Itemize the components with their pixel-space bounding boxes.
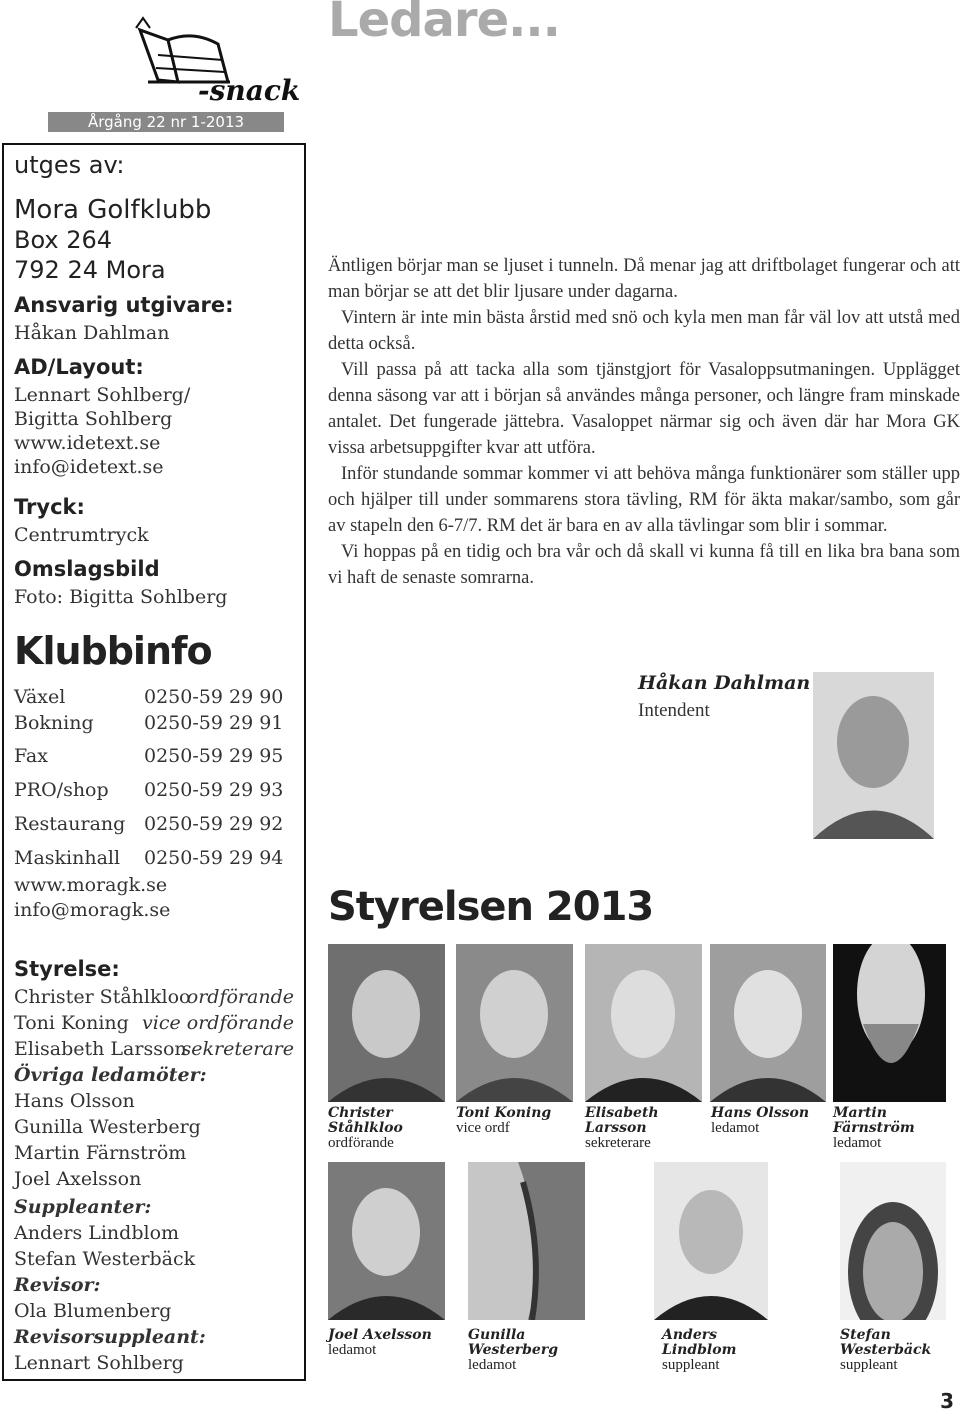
page-number: 3 <box>940 1389 954 1413</box>
board-caption-name: Hans Olsson <box>711 1105 810 1121</box>
deputy-auditor-name: Lennart Sohlberg <box>14 1352 184 1374</box>
board-member-photo <box>710 944 826 1102</box>
board-caption <box>585 1106 685 1151</box>
officer-name: Christer Ståhlkloo <box>14 986 191 1008</box>
layout-website: www.idetext.se <box>14 432 161 454</box>
auditor-label: Revisor: <box>14 1274 101 1296</box>
article-paragraph: Äntligen börjar man se ljuset i tunneln. Då menar jag att driftbolaget fungerar och att man börjar se att det blir ljusare under dagarna. <box>328 256 960 302</box>
board-caption <box>328 1106 448 1151</box>
contact-number: 0250-59 29 90 <box>144 686 284 708</box>
member-name: Joel Axelsson <box>14 1168 142 1190</box>
board-caption <box>711 1106 826 1136</box>
portrait-placeholder-icon <box>456 944 573 1102</box>
board-caption <box>468 1328 563 1373</box>
board-member-photo <box>654 1162 768 1320</box>
club-name: Mora Golfklubb <box>14 195 212 225</box>
deputy-name: Stefan Westerbäck <box>14 1248 196 1270</box>
section-title: Ledare... <box>328 0 560 48</box>
volume-issue-bar: Årgång 22 nr 1-2013 <box>48 112 284 132</box>
board-caption-role: suppleant <box>662 1357 720 1373</box>
board-caption-role: ordförande <box>328 1135 394 1151</box>
contact-number: 0250-59 29 91 <box>144 712 284 734</box>
board-member-photo <box>328 944 445 1102</box>
board-photos-title: Styrelsen 2013 <box>328 884 654 930</box>
contact-label: Maskinhall <box>14 847 121 869</box>
board-list-title: Styrelse: <box>14 957 120 981</box>
article-paragraph: Vintern är inte min bästa årstid med snö och kyla men man får väl lov att utstå med detta också. <box>328 308 960 354</box>
board-member-photo <box>456 944 573 1102</box>
member-name: Martin Färnström <box>14 1142 187 1164</box>
portrait-placeholder-icon <box>328 1162 445 1320</box>
article-paragraph: Inför stundande sommar kommer vi att behöva många funktionärer som ställer upp och hjälper till under sommarens stora tävling, RM för äkta makar/sambo, som går av stapeln den 6-7/7. RM det är bara en av alla tävlingar som blir i sommar. <box>328 464 960 536</box>
contact-label: PRO/shop <box>14 779 109 801</box>
board-caption-role: ledamot <box>711 1120 760 1136</box>
info-sidebar <box>2 143 306 1381</box>
officer-role: vice ordförande <box>142 1012 294 1034</box>
board-caption-name: Toni Koning <box>456 1105 552 1121</box>
board-caption-role: vice ordf <box>456 1120 510 1136</box>
article-paragraph: Vi hoppas på en tidig och bra vår och då skall vi kunna få till en lika bra bana som vi haft de senaste somrarna. <box>328 542 960 588</box>
layout-line: Bigitta Sohlberg <box>14 408 173 430</box>
contact-number: 0250-59 29 93 <box>144 779 284 801</box>
member-name: Hans Olsson <box>14 1090 135 1112</box>
board-caption <box>833 1106 928 1151</box>
other-members-label: Övriga ledamöter: <box>14 1064 207 1086</box>
contact-label: Växel <box>14 686 66 708</box>
responsible-label: Ansvarig utgivare: <box>14 293 234 317</box>
board-member-photo <box>833 944 946 1102</box>
board-caption-role: sekreterare <box>585 1135 651 1151</box>
author-name: Håkan Dahlman <box>638 672 811 694</box>
board-caption <box>662 1328 752 1373</box>
cover-credit: Foto: Bigitta Sohlberg <box>14 586 228 608</box>
deputies-label: Suppleanter: <box>14 1196 152 1218</box>
board-member-photo <box>328 1162 445 1320</box>
board-caption-name: Martin Färnström <box>833 1105 915 1136</box>
portrait-placeholder-icon <box>833 944 946 1102</box>
deputy-auditor-label: Revisorsuppleant: <box>14 1326 206 1348</box>
board-caption <box>328 1328 453 1358</box>
portrait-placeholder-icon <box>813 672 934 839</box>
board-caption-name: Anders Lindblom <box>662 1327 737 1358</box>
auditor-name: Ola Blumenberg <box>14 1300 172 1322</box>
author-role: Intendent <box>638 700 710 721</box>
published-by-label: utges av: <box>14 151 125 179</box>
portrait-placeholder-icon <box>654 1162 768 1320</box>
portrait-placeholder-icon <box>468 1162 585 1320</box>
board-caption-role: suppleant <box>840 1357 898 1373</box>
contact-number: 0250-59 29 95 <box>144 745 284 767</box>
print-label: Tryck: <box>14 495 85 519</box>
portrait-placeholder-icon <box>585 944 702 1102</box>
club-email: info@moragk.se <box>14 899 171 921</box>
contact-label: Fax <box>14 745 48 767</box>
article-paragraph: Vill passa på att tacka alla som tjänstgjort för Vasaloppsutmaningen. Upplägget denna säsong var att i början så användes många personer, och längre fram minskade antalet. Det fungerade jättebra. Vasaloppet närmar sig och även där har Mora GK vissa arbetsuppgifter kvar att utföra. <box>328 360 960 458</box>
portrait-placeholder-icon <box>328 944 445 1102</box>
board-caption-name: Gunilla Westerberg <box>468 1327 558 1358</box>
board-caption <box>840 1328 940 1373</box>
board-member-photo <box>840 1162 946 1320</box>
board-caption-name: Joel Axelsson <box>328 1327 432 1343</box>
layout-label: AD/Layout: <box>14 355 144 379</box>
board-caption-name: Christer Ståhlkloo <box>328 1105 403 1136</box>
contact-label: Restaurang <box>14 813 126 835</box>
portrait-placeholder-icon <box>840 1162 946 1320</box>
contact-number: 0250-59 29 92 <box>144 813 284 835</box>
contact-label: Bokning <box>14 712 94 734</box>
officer-name: Elisabeth Larsson <box>14 1038 187 1060</box>
board-member-photo <box>468 1162 585 1320</box>
board-member-photo <box>585 944 702 1102</box>
officer-role: sekreterare <box>181 1038 294 1060</box>
responsible-name: Håkan Dahlman <box>14 322 170 344</box>
officer-role: ordförande <box>186 986 294 1008</box>
author-portrait <box>813 672 934 839</box>
print-name: Centrumtryck <box>14 524 149 546</box>
club-box: Box 264 <box>14 226 113 254</box>
board-caption-role: ledamot <box>468 1357 517 1373</box>
editorial-article <box>328 253 960 591</box>
club-website: www.moragk.se <box>14 874 168 896</box>
officer-name: Toni Koning <box>14 1012 129 1034</box>
deputy-name: Anders Lindblom <box>14 1222 180 1244</box>
member-name: Gunilla Westerberg <box>14 1116 201 1138</box>
contact-number: 0250-59 29 94 <box>144 847 284 869</box>
board-caption-role: ledamot <box>328 1342 377 1358</box>
portrait-placeholder-icon <box>710 944 826 1102</box>
cover-label: Omslagsbild <box>14 557 160 581</box>
board-caption-name: Stefan Westerbäck <box>840 1327 932 1358</box>
board-caption-role: ledamot <box>833 1135 882 1151</box>
board-caption <box>456 1106 576 1136</box>
layout-line: Lennart Sohlberg/ <box>14 384 191 406</box>
klubbinfo-title: Klubbinfo <box>14 629 212 673</box>
layout-email: info@idetext.se <box>14 456 164 478</box>
club-postal: 792 24 Mora <box>14 256 166 284</box>
board-caption-name: Elisabeth Larsson <box>585 1105 659 1136</box>
magazine-snack-wordmark: -snack <box>198 74 301 107</box>
